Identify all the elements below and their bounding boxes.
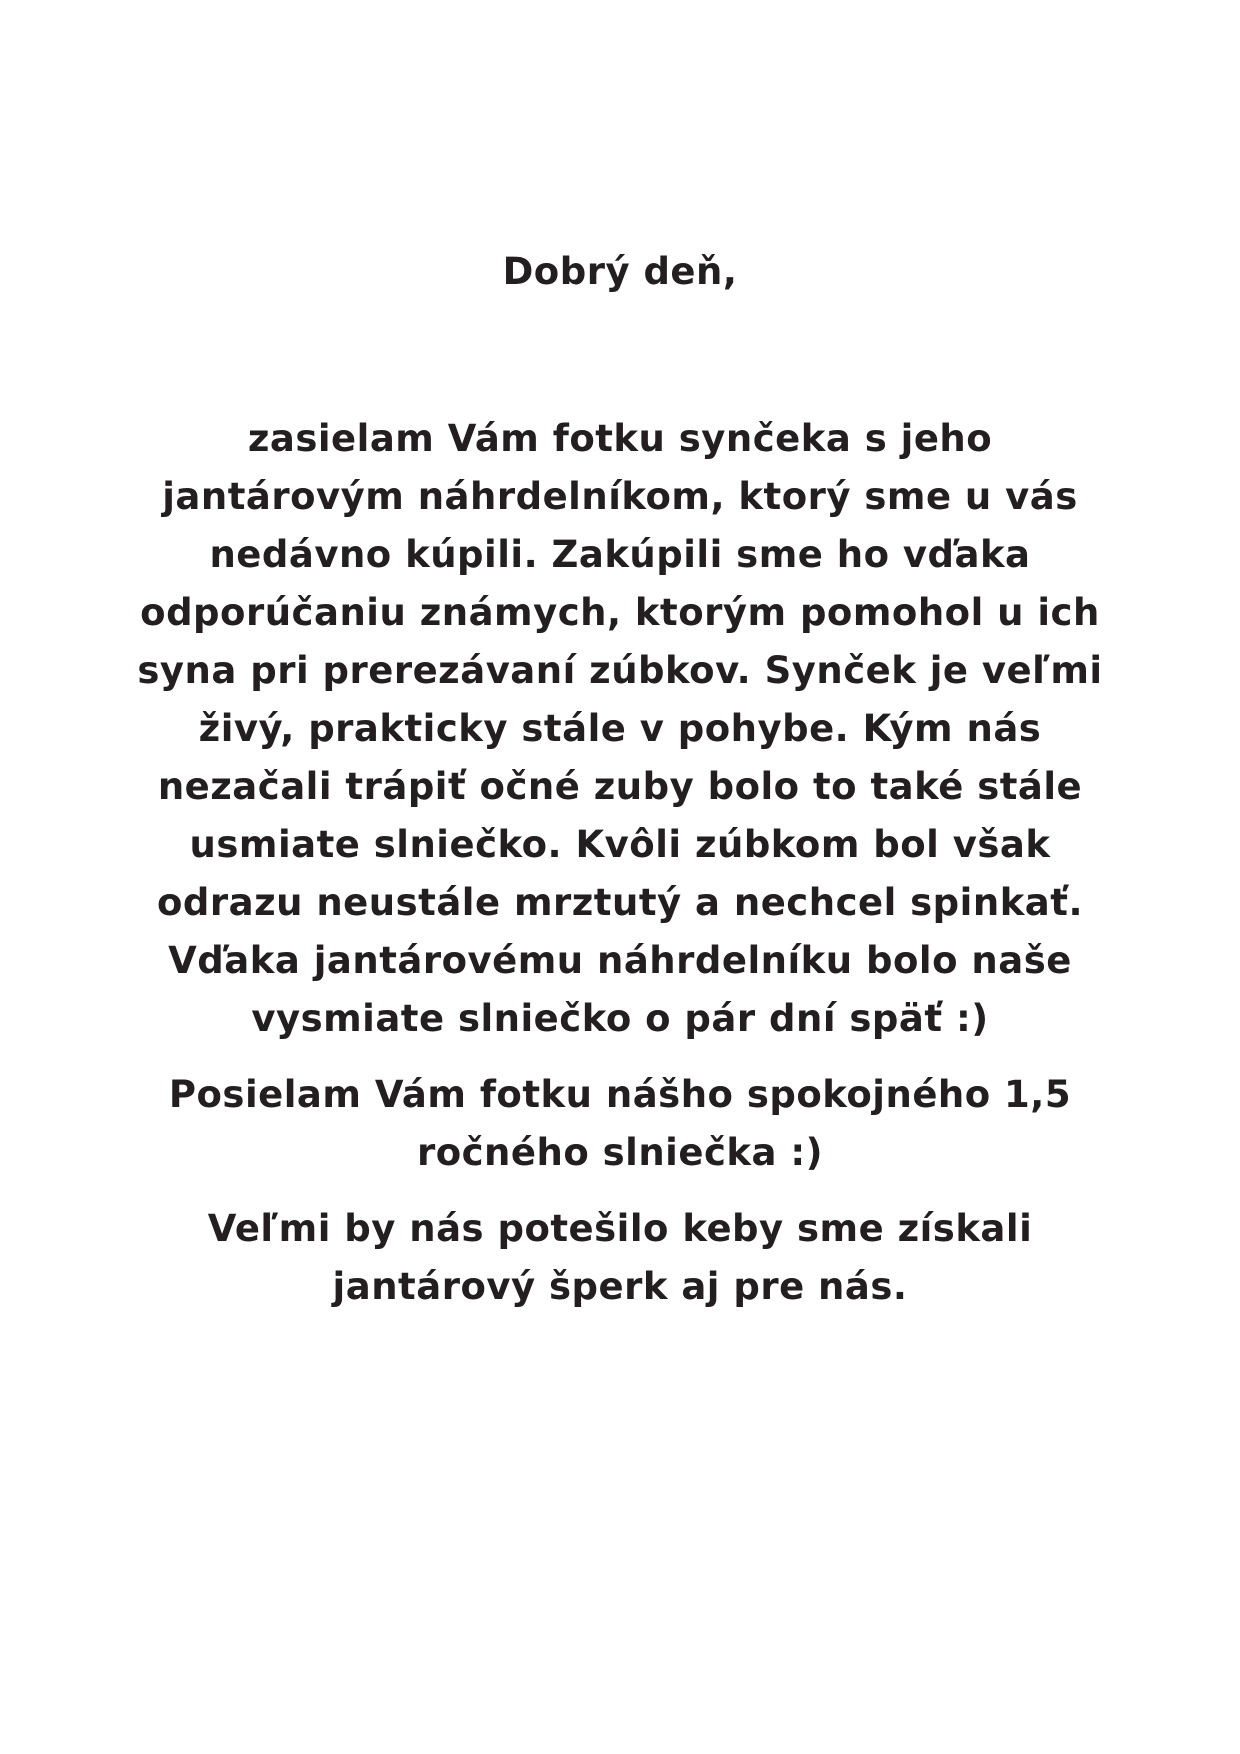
text-line: jantárový šperk aj pre nás. bbox=[332, 1265, 908, 1308]
text-line: zasielam Vám fotku synčeka s jeho bbox=[247, 417, 993, 460]
text-line: syna pri prerezávaní zúbkov. Synček je veľmi bbox=[137, 649, 1103, 692]
paragraph-photo bbox=[120, 1066, 1120, 1182]
paragraph-story bbox=[120, 410, 1120, 1048]
text-line: vysmiate slniečko o pár dní späť :) bbox=[251, 997, 989, 1040]
text-line: odporúčaniu známych, ktorým pomohol u ich bbox=[140, 591, 1100, 634]
text-line: živý, prakticky stále v pohybe. Kým nás bbox=[198, 707, 1042, 750]
text-line: usmiate slniečko. Kvôli zúbkom bol však bbox=[189, 823, 1051, 866]
text-line: Veľmi by nás potešilo keby sme získali bbox=[207, 1207, 1033, 1250]
paragraph-request bbox=[120, 1200, 1120, 1316]
text-line: nedávno kúpili. Zakúpili sme ho vďaka bbox=[209, 533, 1031, 576]
text-line: ročného slniečka :) bbox=[416, 1131, 824, 1174]
text-line: odrazu neustále mrztutý a nechcel spinkať. bbox=[156, 881, 1084, 924]
text-line: jantárovým náhrdelníkom, ktorý sme u vás bbox=[162, 475, 1078, 518]
text-line: nezačali trápiť očné zuby bolo to také stále bbox=[157, 765, 1083, 808]
greeting: Dobrý deň, bbox=[502, 250, 738, 293]
text-line: Posielam Vám fotku nášho spokojného 1,5 bbox=[168, 1073, 1072, 1116]
text-line: Vďaka jantárovému náhrdelníku bolo naše bbox=[168, 939, 1072, 982]
letter-body bbox=[120, 410, 1120, 1316]
